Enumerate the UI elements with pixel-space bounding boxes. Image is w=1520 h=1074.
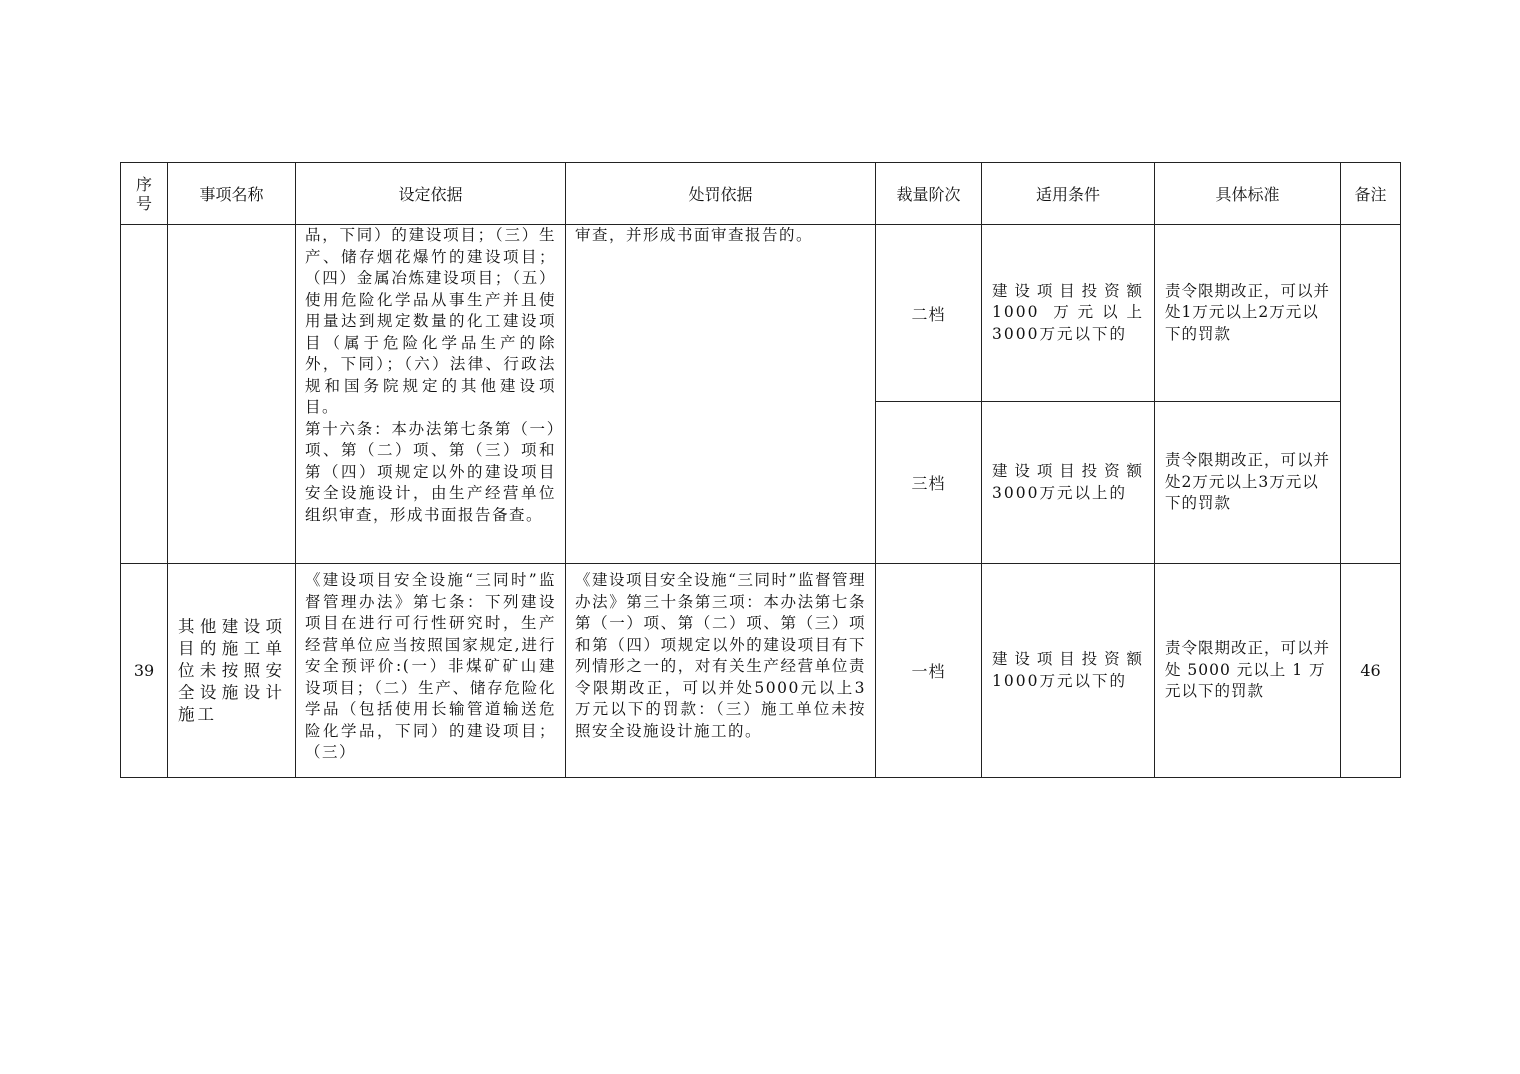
header-condition: 适用条件 xyxy=(982,163,1155,225)
header-basis-penalty: 处罚依据 xyxy=(566,163,876,225)
tier-2-level: 二档 xyxy=(876,225,982,402)
row-39-basis-penalty-text: 《建设项目安全设施“三同时”监督管理办法》第三十条第三项：本办法第七条第（一）项、第（二）项、第（三）项和第（四）项规定以外的建设项目有下列情形之一的，对有关生产经营单位责令限期改正，可以并处5000元以上3万元以下的罚款：（三）施工单位未按照安全设施设计施工的。 xyxy=(575,571,866,740)
tier-2-condition: 建设项目投资额1000 万元以上3000万元以下的 xyxy=(992,281,1144,343)
row-39-level: 一档 xyxy=(876,564,982,778)
row-39-condition-cell xyxy=(982,564,1155,778)
tier-2-standard-cell xyxy=(1155,225,1341,402)
row-39-item-name-cell xyxy=(168,564,296,778)
row-39-seq: 39 xyxy=(121,564,168,778)
table-header-row xyxy=(121,163,1401,225)
continued-basis-set-text: 品，下同）的建设项目；（三）生产、储存烟花爆竹的建设项目；（四）金属冶炼建设项目；（五）使用危险化学品从事生产并且使用量达到规定数量的化工建设项目（属于危险化学品生产的除外，下同）；（六）法律、行政法规和国务院规定的其他建设项目。 第十六条：本办法第七条第（一）项、第（二）项、第（三）项和第（四）项规定以外的建设项目安全设施设计，由生产经营单位组织审查，形成书面报告备查。 xyxy=(305,226,556,524)
tier-3-level: 三档 xyxy=(876,402,982,564)
continued-basis-penalty-cell xyxy=(566,225,876,564)
continued-item-name-cell xyxy=(168,225,296,564)
header-item-name: 事项名称 xyxy=(168,163,296,225)
penalty-discretion-table xyxy=(120,162,1401,778)
row-39-basis-penalty-cell xyxy=(566,564,876,778)
row-39-basis-set-text: 《建设项目安全设施“三同时”监督管理办法》第七条：下列建设项目在进行可行性研究时，生产经营单位应当按照国家规定,进行安全预评价:(一）非煤矿矿山建设项目；（二）生产、储存危险化学品（包括使用长输管道输送危险化学品，下同）的建设项目；（三） xyxy=(305,571,556,761)
continued-seq-cell xyxy=(121,225,168,564)
tier-2-condition-cell xyxy=(982,225,1155,402)
row-39-standard-cell xyxy=(1155,564,1341,778)
tier-3-condition: 建设项目投资额3000万元以上的 xyxy=(992,462,1144,502)
tier-3-condition-cell xyxy=(982,402,1155,564)
row-39-standard: 责令限期改正，可以并处 5000 元以上 1 万元以下的罚款 xyxy=(1165,639,1331,701)
header-basis-set: 设定依据 xyxy=(296,163,566,225)
tier-2-standard: 责令限期改正，可以并处1万元以上2万元以下的罚款 xyxy=(1165,281,1331,343)
table-row-continued-tier-2 xyxy=(121,225,1401,402)
row-39-condition: 建设项目投资额1000万元以下的 xyxy=(992,650,1144,690)
row-39-item-name: 其他建设项目的施工单位未按照安全设施设计施工 xyxy=(178,616,285,724)
continued-basis-penalty-text: 审查，并形成书面审查报告的。 xyxy=(575,226,814,244)
tier-3-standard-cell xyxy=(1155,402,1341,564)
header-seq: 序 号 xyxy=(121,163,168,225)
header-standard: 具体标准 xyxy=(1155,163,1341,225)
continued-remark-cell xyxy=(1341,225,1401,564)
table-row-39 xyxy=(121,564,1401,778)
tier-3-standard: 责令限期改正，可以并处2万元以上3万元以下的罚款 xyxy=(1165,451,1331,513)
row-39-remark: 46 xyxy=(1341,564,1401,778)
continued-basis-set-cell xyxy=(296,225,566,564)
row-39-basis-set-cell xyxy=(296,564,566,778)
header-remark: 备注 xyxy=(1341,163,1401,225)
header-level: 裁量阶次 xyxy=(876,163,982,225)
